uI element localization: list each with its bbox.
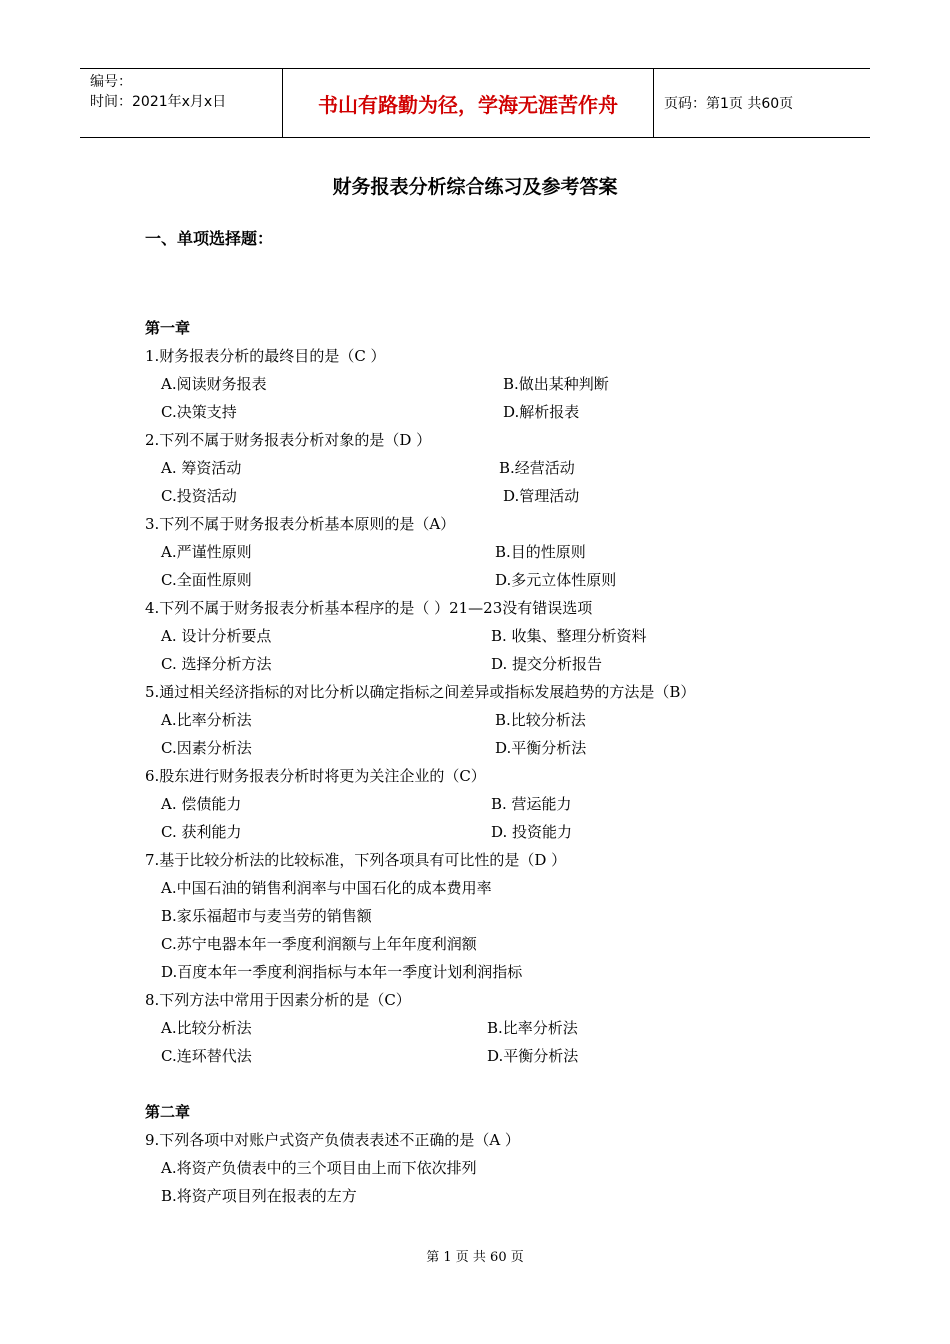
question-text: 9.下列各项中对账户式资产负债表表述不正确的是（A ） (145, 1131, 520, 1149)
question-text: 5.通过相关经济指标的对比分析以确定指标之间差异或指标发展趋势的方法是（B） (145, 683, 696, 701)
chapter-heading: 第二章 (145, 1103, 191, 1121)
option-row (145, 622, 825, 650)
option-row (145, 958, 825, 986)
document-title: 财务报表分析综合练习及参考答案 (332, 176, 618, 198)
option-row (145, 874, 825, 902)
question-list (145, 314, 825, 1210)
option-row (145, 482, 825, 510)
question-text: 6.股东进行财务报表分析时将更为关注企业的（C） (145, 767, 486, 785)
option-row (145, 902, 825, 930)
option-row (145, 1042, 825, 1070)
option-row (145, 650, 825, 678)
option: D. 提交分析报告 (491, 655, 603, 673)
option-row (145, 398, 825, 426)
option: A.阅读财务报表 (161, 375, 267, 393)
option: B.做出某种判断 (503, 375, 609, 393)
option-row (145, 734, 825, 762)
option: A.严谨性原则 (161, 543, 252, 561)
option: D.管理活动 (503, 487, 580, 505)
section-heading: 一、单项选择题： (145, 229, 274, 248)
option: C.连环替代法 (161, 1047, 252, 1065)
option: D.百度本年一季度利润指标与本年一季度计划利润指标 (161, 963, 523, 981)
option: C.苏宁电器本年一季度利润额与上年年度利润额 (161, 935, 477, 953)
question-text: 7.基于比较分析法的比较标准，下列各项具有可比性的是（D ） (145, 851, 567, 869)
option: D.平衡分析法 (487, 1047, 579, 1065)
option: A. 筹资活动 (161, 459, 242, 477)
option: D.多元立体性原则 (495, 571, 617, 589)
option: A.将资产负债表中的三个项目由上而下依次排列 (161, 1159, 477, 1177)
option: B.将资产项目列在报表的左方 (161, 1187, 357, 1205)
option: B.家乐福超市与麦当劳的销售额 (161, 907, 372, 925)
question-text: 8.下列方法中常用于因素分析的是（C） (145, 991, 411, 1009)
option: B.比较分析法 (495, 711, 586, 729)
header-left-cell (80, 69, 282, 137)
option: A.比较分析法 (161, 1019, 252, 1037)
header-table (80, 68, 870, 138)
option: C.投资活动 (161, 487, 237, 505)
question-text: 3.下列不属于财务报表分析基本原则的是（A） (145, 515, 456, 533)
option-row (145, 370, 825, 398)
question-text: 2.下列不属于财务报表分析对象的是（D ） (145, 431, 432, 449)
chapter-heading: 第一章 (145, 319, 191, 337)
option: B.经营活动 (499, 459, 575, 477)
option-row (145, 706, 825, 734)
option: D.解析报表 (503, 403, 580, 421)
option: D. 投资能力 (491, 823, 573, 841)
option-row (145, 538, 825, 566)
time-label: 时间：2021年x月x日 (90, 94, 227, 110)
option: C. 获利能力 (161, 823, 242, 841)
option: A.中国石油的销售利润率与中国石化的成本费用率 (161, 879, 492, 897)
option-row (145, 1014, 825, 1042)
option-row (145, 930, 825, 958)
option: A. 设计分析要点 (161, 627, 272, 645)
option-row (145, 818, 825, 846)
option: C.决策支持 (161, 403, 237, 421)
number-label: 编号： (90, 74, 132, 90)
question-text: 1.财务报表分析的最终目的是（C ） (145, 347, 386, 365)
option-row (145, 454, 825, 482)
option: B.目的性原则 (495, 543, 586, 561)
page-footer: 第 1 页 共 60 页 (426, 1250, 524, 1265)
option-row (145, 566, 825, 594)
option: D.平衡分析法 (495, 739, 587, 757)
option-row (145, 790, 825, 818)
option-row (145, 1154, 825, 1182)
option: C.因素分析法 (161, 739, 252, 757)
option: B. 收集、整理分析资料 (491, 627, 647, 645)
option: B.比率分析法 (487, 1019, 578, 1037)
option-row (145, 1182, 825, 1210)
option: A.比率分析法 (161, 711, 252, 729)
option: C. 选择分析方法 (161, 655, 272, 673)
motto: 书山有路勤为径，学海无涯苦作舟 (282, 69, 654, 137)
option: C.全面性原则 (161, 571, 252, 589)
option: A. 偿债能力 (161, 795, 242, 813)
spacer (145, 1070, 825, 1098)
page-info: 页码：第1页 共60页 (664, 96, 794, 112)
question-text: 4.下列不属于财务报表分析基本程序的是（ ）21—23没有错误选项 (145, 599, 593, 617)
option: B. 营运能力 (491, 795, 572, 813)
